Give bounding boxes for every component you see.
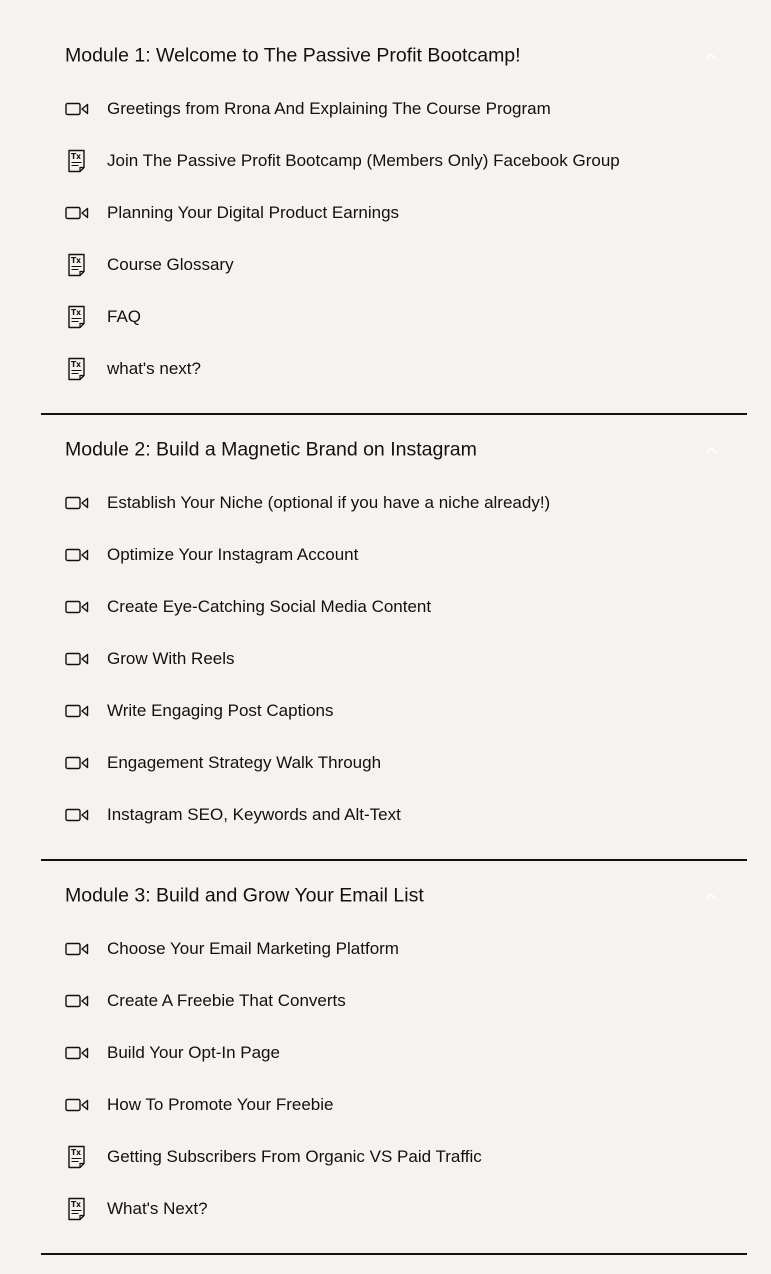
svg-text:Tx: Tx [71, 1200, 81, 1209]
lesson-item[interactable] [41, 931, 747, 967]
module-1-header[interactable] [41, 38, 747, 74]
lesson-item[interactable] [41, 247, 747, 283]
video-icon [65, 937, 89, 961]
video-icon [65, 201, 89, 225]
lesson-label: Join The Passive Profit Bootcamp (Members Only) Facebook Group [107, 151, 620, 170]
text-document-icon [65, 305, 89, 329]
lesson-label: Engagement Strategy Walk Through [107, 753, 382, 772]
svg-text:Tx: Tx [71, 1148, 81, 1157]
svg-text:Tx: Tx [71, 360, 81, 369]
lesson-item[interactable] [41, 299, 747, 335]
module-2-header[interactable] [41, 432, 747, 468]
svg-text:Tx: Tx [71, 152, 81, 161]
lesson-label: Create Eye-Catching Social Media Content [107, 597, 432, 616]
lesson-item[interactable] [41, 983, 747, 1019]
lesson-label: Optimize Your Instagram Account [107, 545, 359, 564]
module-3 [41, 861, 747, 1255]
text-document-icon [65, 1145, 89, 1169]
chevron-up-icon[interactable] [705, 892, 717, 900]
lesson-label: Establish Your Niche (optional if you have a niche already!) [107, 493, 551, 512]
lesson-label: How To Promote Your Freebie [107, 1095, 334, 1114]
video-icon [65, 491, 89, 515]
video-icon [65, 595, 89, 619]
lesson-label: Write Engaging Post Captions [107, 701, 334, 720]
lesson-item[interactable] [41, 1087, 747, 1123]
lesson-label: Instagram SEO, Keywords and Alt-Text [107, 805, 401, 824]
lesson-item[interactable] [41, 351, 747, 387]
module-title: Module 3: Build and Grow Your Email List [65, 884, 424, 907]
chevron-up-icon[interactable] [705, 446, 717, 454]
video-icon [65, 1093, 89, 1117]
svg-text:Tx: Tx [71, 256, 81, 265]
video-icon [65, 989, 89, 1013]
video-icon [65, 803, 89, 827]
lesson-item[interactable] [41, 797, 747, 833]
text-document-icon [65, 149, 89, 173]
lesson-item[interactable] [41, 1191, 747, 1227]
lesson-label: Greetings from Rrona And Explaining The Course Program [107, 99, 551, 118]
chevron-up-icon[interactable] [705, 52, 717, 60]
lesson-item[interactable] [41, 91, 747, 127]
text-document-icon [65, 357, 89, 381]
lesson-item[interactable] [41, 143, 747, 179]
lesson-item[interactable] [41, 485, 747, 521]
module-1 [41, 0, 747, 415]
video-icon [65, 543, 89, 567]
module-title: Module 1: Welcome to The Passive Profit Bootcamp! [65, 44, 521, 67]
module-2 [41, 415, 747, 861]
lesson-item[interactable] [41, 589, 747, 625]
lesson-label: What's Next? [107, 1199, 208, 1218]
lesson-item[interactable] [41, 693, 747, 729]
lesson-label: FAQ [107, 307, 142, 326]
video-icon [65, 1041, 89, 1065]
lesson-label: what's next? [107, 359, 201, 378]
video-icon [65, 751, 89, 775]
lesson-label: Create A Freebie That Converts [107, 991, 346, 1010]
module-title: Module 2: Build a Magnetic Brand on Instagram [65, 438, 477, 461]
lesson-label: Build Your Opt-In Page [107, 1043, 280, 1062]
video-icon [65, 97, 89, 121]
lesson-item[interactable] [41, 641, 747, 677]
module-divider [41, 1253, 747, 1255]
lesson-item[interactable] [41, 195, 747, 231]
text-document-icon [65, 253, 89, 277]
lesson-item[interactable] [41, 1139, 747, 1175]
lesson-label: Choose Your Email Marketing Platform [107, 939, 399, 958]
video-icon [65, 647, 89, 671]
video-icon [65, 699, 89, 723]
lesson-item[interactable] [41, 745, 747, 781]
lesson-item[interactable] [41, 1035, 747, 1071]
lesson-item[interactable] [41, 537, 747, 573]
module-3-header[interactable] [41, 878, 747, 914]
lesson-label: Grow With Reels [107, 649, 235, 668]
svg-text:Tx: Tx [71, 308, 81, 317]
text-document-icon [65, 1197, 89, 1221]
lesson-label: Planning Your Digital Product Earnings [107, 203, 400, 222]
lesson-label: Course Glossary [107, 255, 234, 274]
lesson-label: Getting Subscribers From Organic VS Paid Traffic [107, 1147, 482, 1166]
